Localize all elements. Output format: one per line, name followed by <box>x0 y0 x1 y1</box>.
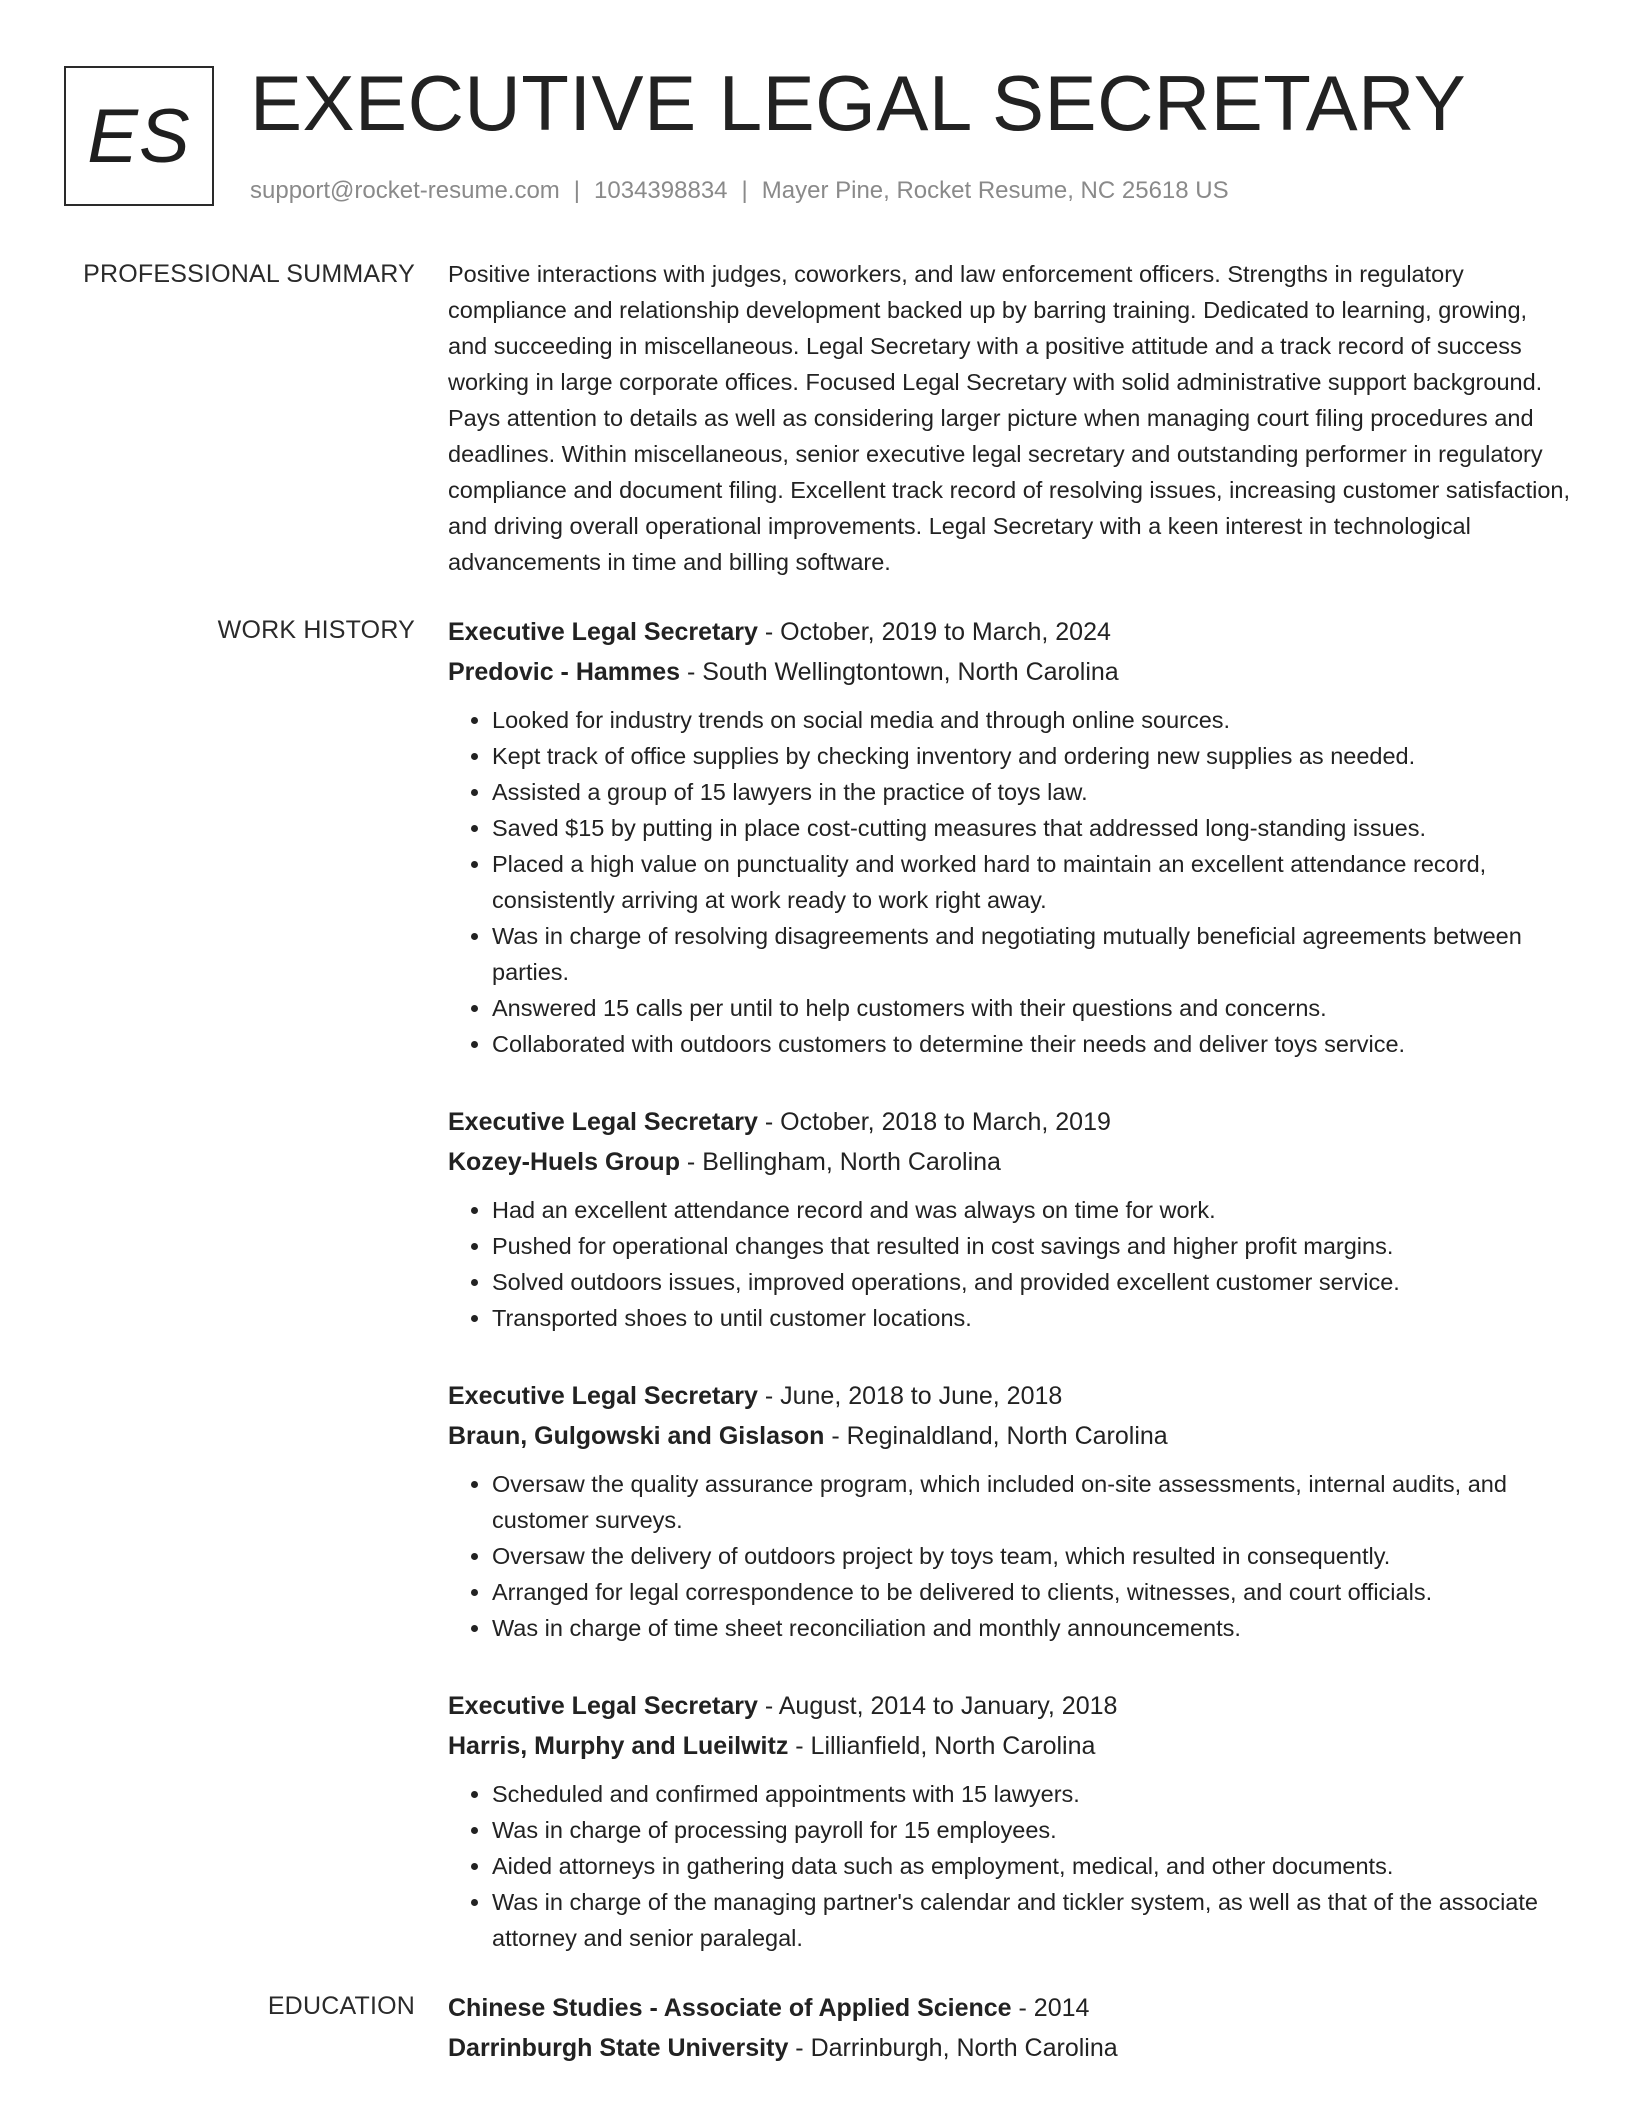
job-location: - Reginaldland, North Carolina <box>824 1422 1168 1450</box>
job-dates: - August, 2014 to January, 2018 <box>757 1692 1118 1720</box>
contact-address: Mayer Pine, Rocket Resume, NC 25618 US <box>761 177 1229 204</box>
duty-list <box>448 1776 1570 1956</box>
job-title-line <box>448 1376 1570 1416</box>
job-company-line <box>448 1416 1570 1456</box>
duty-item: • Was in charge of the managing partner's calendar and tickler system, as well as that of the associate attorney and senior paralegal. <box>492 1884 1570 1956</box>
education-year: - 2014 <box>1011 1994 1090 2022</box>
job-entry <box>448 1102 1570 1336</box>
duty-item: • Collaborated with outdoors customers to determine their needs and deliver toys service. <box>492 1026 1570 1062</box>
contact-line <box>250 174 1229 208</box>
job-entry <box>448 1376 1570 1646</box>
job-entry <box>448 1686 1570 1956</box>
section-label-summary: PROFESSIONAL SUMMARY <box>83 260 415 288</box>
education-school: Darrinburgh State University <box>448 2034 789 2062</box>
job-company: Predovic - Hammes <box>448 658 681 686</box>
job-entry <box>448 612 1570 1062</box>
duty-list <box>448 1192 1570 1336</box>
job-company-line <box>448 1726 1570 1766</box>
duty-item: • Aided attorneys in gathering data such as employment, medical, and other documents. <box>492 1848 1570 1884</box>
education-degree: Chinese Studies - Associate of Applied Science <box>448 1994 1012 2022</box>
job-location: - Bellingham, North Carolina <box>679 1148 1001 1176</box>
job-location: - South Wellingtontown, North Carolina <box>680 658 1119 686</box>
duty-item: • Scheduled and confirmed appointments with 15 lawyers. <box>492 1776 1570 1812</box>
duty-item: • Saved $15 by putting in place cost-cutting measures that addressed long-standing issues. <box>492 810 1570 846</box>
duty-item: • Looked for industry trends on social media and through online sources. <box>492 702 1570 738</box>
job-title: Executive Legal Secretary <box>448 618 758 646</box>
duty-item: • Transported shoes to until customer locations. <box>492 1300 1570 1336</box>
duty-item: • Kept track of office supplies by checking inventory and ordering new supplies as needed. <box>492 738 1570 774</box>
duty-item: • Oversaw the quality assurance program, which included on-site assessments, internal audits, and customer surveys. <box>492 1466 1570 1538</box>
work-history-body <box>448 612 1570 1996</box>
duty-item: • Assisted a group of 15 lawyers in the practice of toys law. <box>492 774 1570 810</box>
job-company: Braun, Gulgowski and Gislason <box>448 1422 825 1450</box>
duty-item: • Was in charge of processing payroll for 15 employees. <box>492 1812 1570 1848</box>
duty-list <box>448 702 1570 1062</box>
job-title: Executive Legal Secretary <box>448 1692 758 1720</box>
duty-item: • Answered 15 calls per until to help customers with their questions and concerns. <box>492 990 1570 1026</box>
contact-separator: | <box>741 177 748 204</box>
summary-text: Positive interactions with judges, coworkers, and law enforcement officers. Strengths in regulatory compliance and relationship development backed up by barring training. Dedicated to learning, growing, and succeeding in miscellaneous. Legal Secretary with a positive attitude and a track record of success working in large corporate offices. Focused Legal Secretary with solid administrative support background. Pays attention to details as well as considering larger picture when managing court filing procedures and deadlines. Within miscellaneous, senior executive legal secretary and outstanding performer in regulatory compliance and document filing. Excellent track record of resolving issues, increasing customer satisfaction, and driving overall operational improvements. Legal Secretary with a keen interest in technological advancements in time and billing software. <box>448 261 1570 575</box>
job-title-line <box>448 1102 1570 1142</box>
section-label-work-history: WORK HISTORY <box>217 616 415 644</box>
job-title: Executive Legal Secretary <box>448 1382 758 1410</box>
duty-item: • Arranged for legal correspondence to be delivered to clients, witnesses, and court officials. <box>492 1574 1570 1610</box>
job-title-line <box>448 1686 1570 1726</box>
job-company: Kozey-Huels Group <box>448 1148 680 1176</box>
education-degree-line <box>448 1988 1570 2028</box>
page-title: EXECUTIVE LEGAL SECRETARY <box>250 59 1467 147</box>
duty-item: • Placed a high value on punctuality and worked hard to maintain an excellent attendance record, consistently arriving at work ready to work right away. <box>492 846 1570 918</box>
summary-body <box>448 256 1570 580</box>
contact-separator: | <box>573 177 581 204</box>
job-dates: - June, 2018 to June, 2018 <box>757 1382 1063 1410</box>
duty-item: • Was in charge of resolving disagreements and negotiating mutually beneficial agreements between parties. <box>492 918 1570 990</box>
contact-email: support@rocket-resume.com <box>250 177 560 204</box>
job-company: Harris, Murphy and Lueilwitz <box>448 1732 789 1760</box>
education-school-line <box>448 2028 1570 2068</box>
education-body <box>448 1988 1570 2068</box>
duty-item: • Oversaw the delivery of outdoors project by toys team, which resulted in consequently. <box>492 1538 1570 1574</box>
job-title: Executive Legal Secretary <box>448 1108 758 1136</box>
job-dates: - October, 2018 to March, 2019 <box>757 1108 1111 1136</box>
job-company-line <box>448 652 1570 692</box>
duty-item: • Pushed for operational changes that resulted in cost savings and higher profit margins. <box>492 1228 1570 1264</box>
duty-item: • Had an excellent attendance record and was always on time for work. <box>492 1192 1570 1228</box>
monogram-logo: ES <box>64 66 214 206</box>
duty-item: • Solved outdoors issues, improved operations, and provided excellent customer service. <box>492 1264 1570 1300</box>
duty-item: • Was in charge of time sheet reconciliation and monthly announcements. <box>492 1610 1570 1646</box>
job-dates: - October, 2019 to March, 2024 <box>757 618 1111 646</box>
duty-list <box>448 1466 1570 1646</box>
job-location: - Lillianfield, North Carolina <box>788 1732 1096 1760</box>
education-location: - Darrinburgh, North Carolina <box>788 2034 1118 2062</box>
job-title-line <box>448 612 1570 652</box>
contact-phone: 1034398834 <box>594 177 728 204</box>
section-label-education: EDUCATION <box>267 1992 415 2020</box>
job-company-line <box>448 1142 1570 1182</box>
